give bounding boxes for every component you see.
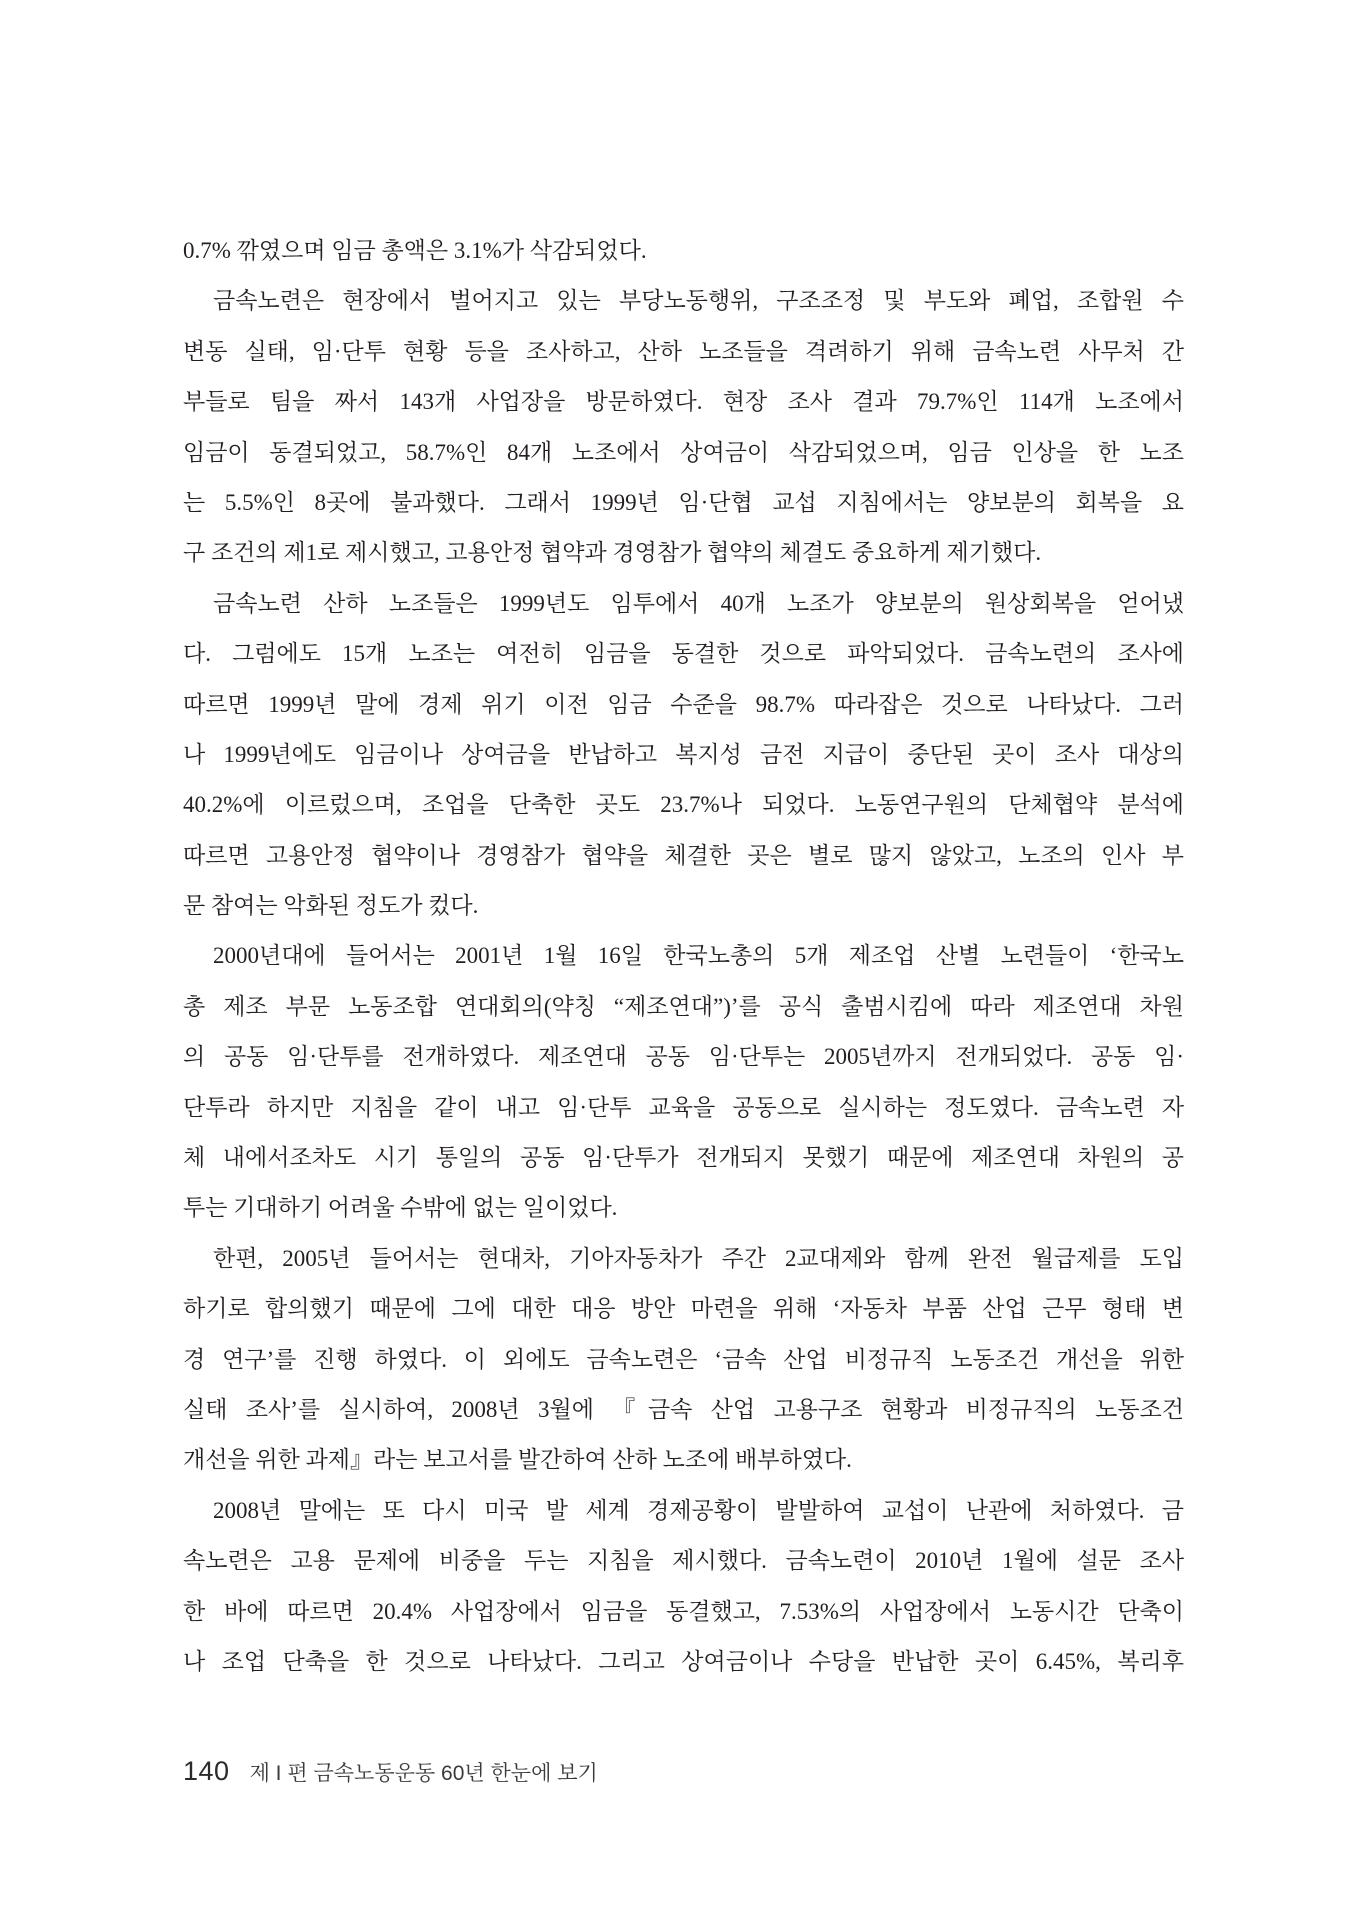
text-line: 경 연구’를 진행 하였다. 이 외에도 금속노련은 ‘금속 산업 비정규직 노동조건 개선을 위한 (183, 1346, 1184, 1372)
text-line: 임금이 동결되었고, 58.7%인 84개 노조에서 상여금이 삭감되었으며, 임금 인상을 한 노조 (183, 439, 1184, 465)
paragraph (183, 931, 1184, 1233)
text-line: 부들로 팀을 짜서 143개 사업장을 방문하였다. 현장 조사 결과 79.7%인 114개 노조에서 (183, 389, 1184, 415)
text-line: 개선을 위한 과제』라는 보고서를 발간하여 산하 노조에 배부하였다. (183, 1447, 852, 1473)
text-line: 총 제조 부문 노동조합 연대회의(약칭 “제조연대”)’를 공식 출범시킴에 따라 제조연대 차원 (183, 993, 1184, 1019)
text-line: 투는 기대하기 어려울 수밖에 없는 일이었다. (183, 1195, 618, 1221)
text-line: 체 내에서조차도 시기 통일의 공동 임·단투가 전개되지 못했기 때문에 제조연대 차원의 공 (183, 1145, 1184, 1171)
text-line: 2000년대에 들어서는 2001년 1월 16일 한국노총의 5개 제조업 산별 노련들이 ‘한국노 (213, 943, 1184, 969)
text-line: 실태 조사’를 실시하여, 2008년 3월에 『금속 산업 고용구조 현황과 비정규직의 노동조건 (183, 1396, 1184, 1422)
paragraph (183, 579, 1184, 932)
text-line: 변동 실태, 임·단투 현황 등을 조사하고, 산하 노조들을 격려하기 위해 금속노련 사무처 간 (183, 338, 1184, 364)
paragraph (183, 1486, 1184, 1688)
text-line: 나 1999년에도 임금이나 상여금을 반납하고 복지성 금전 지급이 중단된 곳이 조사 대상의 (183, 741, 1184, 767)
text-line: 금속노련은 현장에서 벌어지고 있는 부당노동행위, 구조조정 및 부도와 폐업, 조합원 수 (213, 288, 1184, 314)
running-title: 제 I 편 금속노동운동 60년 한눈에 보기 (249, 1762, 598, 1785)
text-line: 단투라 하지만 지침을 같이 내고 임·단투 교육을 공동으로 실시하는 정도였다. 금속노련 자 (183, 1094, 1184, 1120)
text-line: 나 조업 단축을 한 것으로 나타났다. 그리고 상여금이나 수당을 반납한 곳이 6.45%, 복리후 (183, 1648, 1184, 1674)
page-footer (183, 1756, 598, 1796)
text-line: 는 5.5%인 8곳에 불과했다. 그래서 1999년 임·단협 교섭 지침에서는 양보분의 회복을 요 (183, 489, 1184, 515)
page-number: 140 (183, 1756, 230, 1786)
text-line: 한편, 2005년 들어서는 현대차, 기아자동차가 주간 2교대제와 함께 완전 월급제를 도입 (213, 1245, 1184, 1271)
text-line: 한 바에 따르면 20.4% 사업장에서 임금을 동결했고, 7.53%의 사업장에서 노동시간 단축이 (183, 1598, 1184, 1624)
body-text (183, 226, 1184, 1687)
text-line: 40.2%에 이르렀으며, 조업을 단축한 곳도 23.7%나 되었다. 노동연구원의 단체협약 분석에 (183, 792, 1184, 818)
text-line: 0.7% 깎였으며 임금 총액은 3.1%가 삭감되었다. (183, 238, 647, 263)
paragraph (183, 276, 1184, 578)
text-line: 다. 그럼에도 15개 노조는 여전히 임금을 동결한 것으로 파악되었다. 금속노련의 조사에 (183, 641, 1184, 667)
text-line: 따르면 고용안정 협약이나 경영참가 협약을 체결한 곳은 별로 많지 않았고, 노조의 인사 부 (183, 842, 1184, 868)
paragraph (183, 1234, 1184, 1486)
text-line: 의 공동 임·단투를 전개하였다. 제조연대 공동 임·단투는 2005년까지 전개되었다. 공동 임· (183, 1044, 1184, 1070)
text-line: 따르면 1999년 말에 경제 위기 이전 임금 수준을 98.7% 따라잡은 것으로 나타났다. 그러 (183, 691, 1184, 717)
text-line: 구 조건의 제1로 제시했고, 고용안정 협약과 경영참가 협약의 체결도 중요하게 제기했다. (183, 540, 1042, 566)
text-line: 2008년 말에는 또 다시 미국 발 세계 경제공황이 발발하여 교섭이 난관에 처하였다. 금 (213, 1497, 1184, 1523)
text-line: 금속노련 산하 노조들은 1999년도 임투에서 40개 노조가 양보분의 원상회복을 얻어냈 (213, 590, 1184, 616)
text-line: 문 참여는 악화된 정도가 컸다. (183, 893, 479, 919)
text-line: 속노련은 고용 문제에 비중을 두는 지침을 제시했다. 금속노련이 2010년 1월에 설문 조사 (183, 1548, 1184, 1574)
text-line: 하기로 합의했기 때문에 그에 대한 대응 방안 마련을 위해 ‘자동차 부품 산업 근무 형태 변 (183, 1296, 1184, 1322)
paragraph (183, 226, 1184, 276)
